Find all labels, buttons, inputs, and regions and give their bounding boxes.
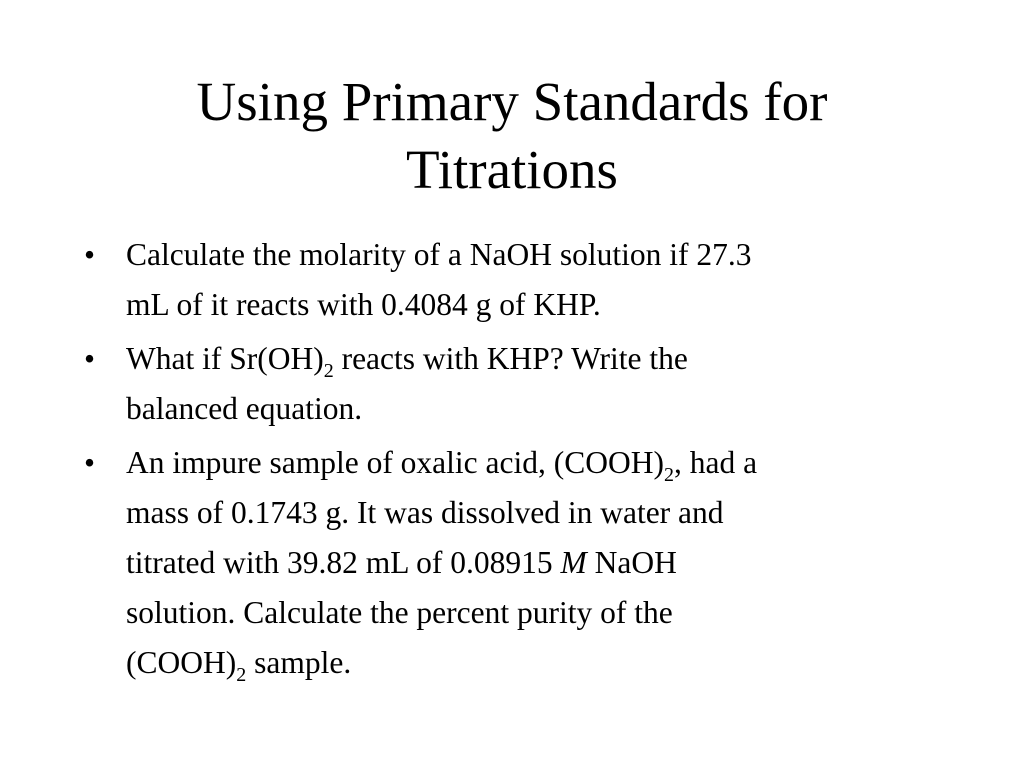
bullet-1-line-2: mL of it reacts with 0.4084 g of KHP. — [126, 287, 601, 322]
bullet-list — [84, 230, 944, 692]
bullet-1-line-1: Calculate the molarity of a NaOH solution if 27.3 — [126, 237, 752, 272]
bullet-3-line-1-post: , had a — [673, 445, 758, 480]
bullet-3-line-1-subscript: 2 — [663, 464, 674, 486]
bullet-dot-icon: • — [84, 237, 96, 272]
title-line-1: Using Primary Standards for — [196, 71, 828, 132]
title-line-2: Titrations — [406, 139, 618, 200]
bullet-2-text-pre: What if Sr(OH) — [126, 341, 324, 376]
bullet-2-subscript: 2 — [323, 360, 334, 382]
bullet-dot-icon: • — [84, 445, 96, 480]
bullet-3-line-5-pre: (COOH) — [126, 645, 237, 680]
slide-title — [80, 68, 944, 204]
bullet-3-line-1-pre: An impure sample of oxalic acid, (COOH) — [126, 445, 664, 480]
bullet-3-line-1 — [126, 438, 944, 488]
bullet-3-line-5-post: sample. — [246, 645, 352, 680]
bullet-item-strontium-hydroxide — [84, 334, 944, 434]
bullet-3-line-2: mass of 0.1743 g. It was dissolved in water and — [126, 495, 724, 530]
bullet-2-line-1 — [126, 334, 944, 384]
bullet-2-line-2: balanced equation. — [126, 391, 363, 426]
bullet-3-line-3 — [126, 538, 944, 588]
bullet-item-molarity — [84, 230, 944, 330]
bullet-2-text-post: reacts with KHP? Write the — [333, 341, 688, 376]
bullet-3-line-4: solution. Calculate the percent purity of the — [126, 595, 673, 630]
molarity-unit-italic: M — [560, 545, 587, 580]
bullet-3-line-5 — [126, 638, 944, 688]
bullet-3-line-5-subscript: 2 — [236, 664, 247, 686]
bullet-dot-icon: • — [84, 341, 96, 376]
bullet-item-oxalic-acid — [84, 438, 944, 688]
bullet-3-line-3-post: NaOH — [586, 545, 677, 580]
bullet-3-line-3-pre: titrated with 39.82 mL of 0.08915 — [126, 545, 561, 580]
